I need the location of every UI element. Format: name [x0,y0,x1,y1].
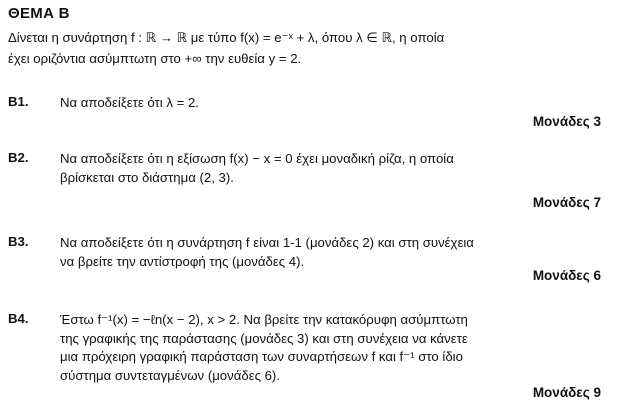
intro-line-1: Δίνεται η συνάρτηση f : ℝ → ℝ με τύπο f(x) = e⁻ˣ + λ, όπου λ ∈ ℝ, η οποία [8,30,445,45]
question-b4 [8,311,608,385]
marks-b3: Μονάδες 6 [532,268,601,283]
marks-b1: Μονάδες 3 [532,114,601,129]
question-line: Να αποδείξετε ότι η εξίσωση f(x) − x = 0 έχει μοναδική ρίζα, η οποία [60,151,454,166]
question-line: μια πρόχειρη γραφική παράσταση των συναρτήσεων f και f⁻¹ στο ίδιο [60,349,463,364]
question-line: Έστω f⁻¹(x) = −ℓn(x − 2), x > 2. Να βρείτε την κατακόρυφη ασύμπτωτη [60,312,468,327]
question-b1 [8,94,608,113]
problem-statement [8,27,608,69]
question-label: B4. [8,311,29,326]
question-line: Να αποδείξετε ότι η συνάρτηση f είναι 1-1 (μονάδες 2) και στη συνέχεια [60,235,474,250]
section-title: ΘΕΜΑ Β [8,5,70,22]
question-line: της γραφικής της παράστασης (μονάδες 3) και στη συνέχεια να κάνετε [60,330,468,346]
question-b2 [8,150,608,187]
question-line: Να αποδείξετε ότι λ = 2. [60,95,199,110]
question-line: βρίσκεται στο διάστημα (2, 3). [60,169,234,185]
question-line: να βρείτε την αντίστροφή της (μονάδες 4). [60,253,305,269]
marks-b4: Μονάδες 9 [532,385,601,400]
marks-b2: Μονάδες 7 [532,195,601,210]
question-line: σύστημα συντεταγμένων (μονάδες 6). [60,367,280,383]
question-label: B3. [8,234,29,249]
question-label: B1. [8,94,29,109]
question-label: B2. [8,150,29,165]
intro-line-2: έχει οριζόντια ασύμπτωτη στο +∞ την ευθεία y = 2. [8,51,302,66]
question-b3 [8,234,608,271]
